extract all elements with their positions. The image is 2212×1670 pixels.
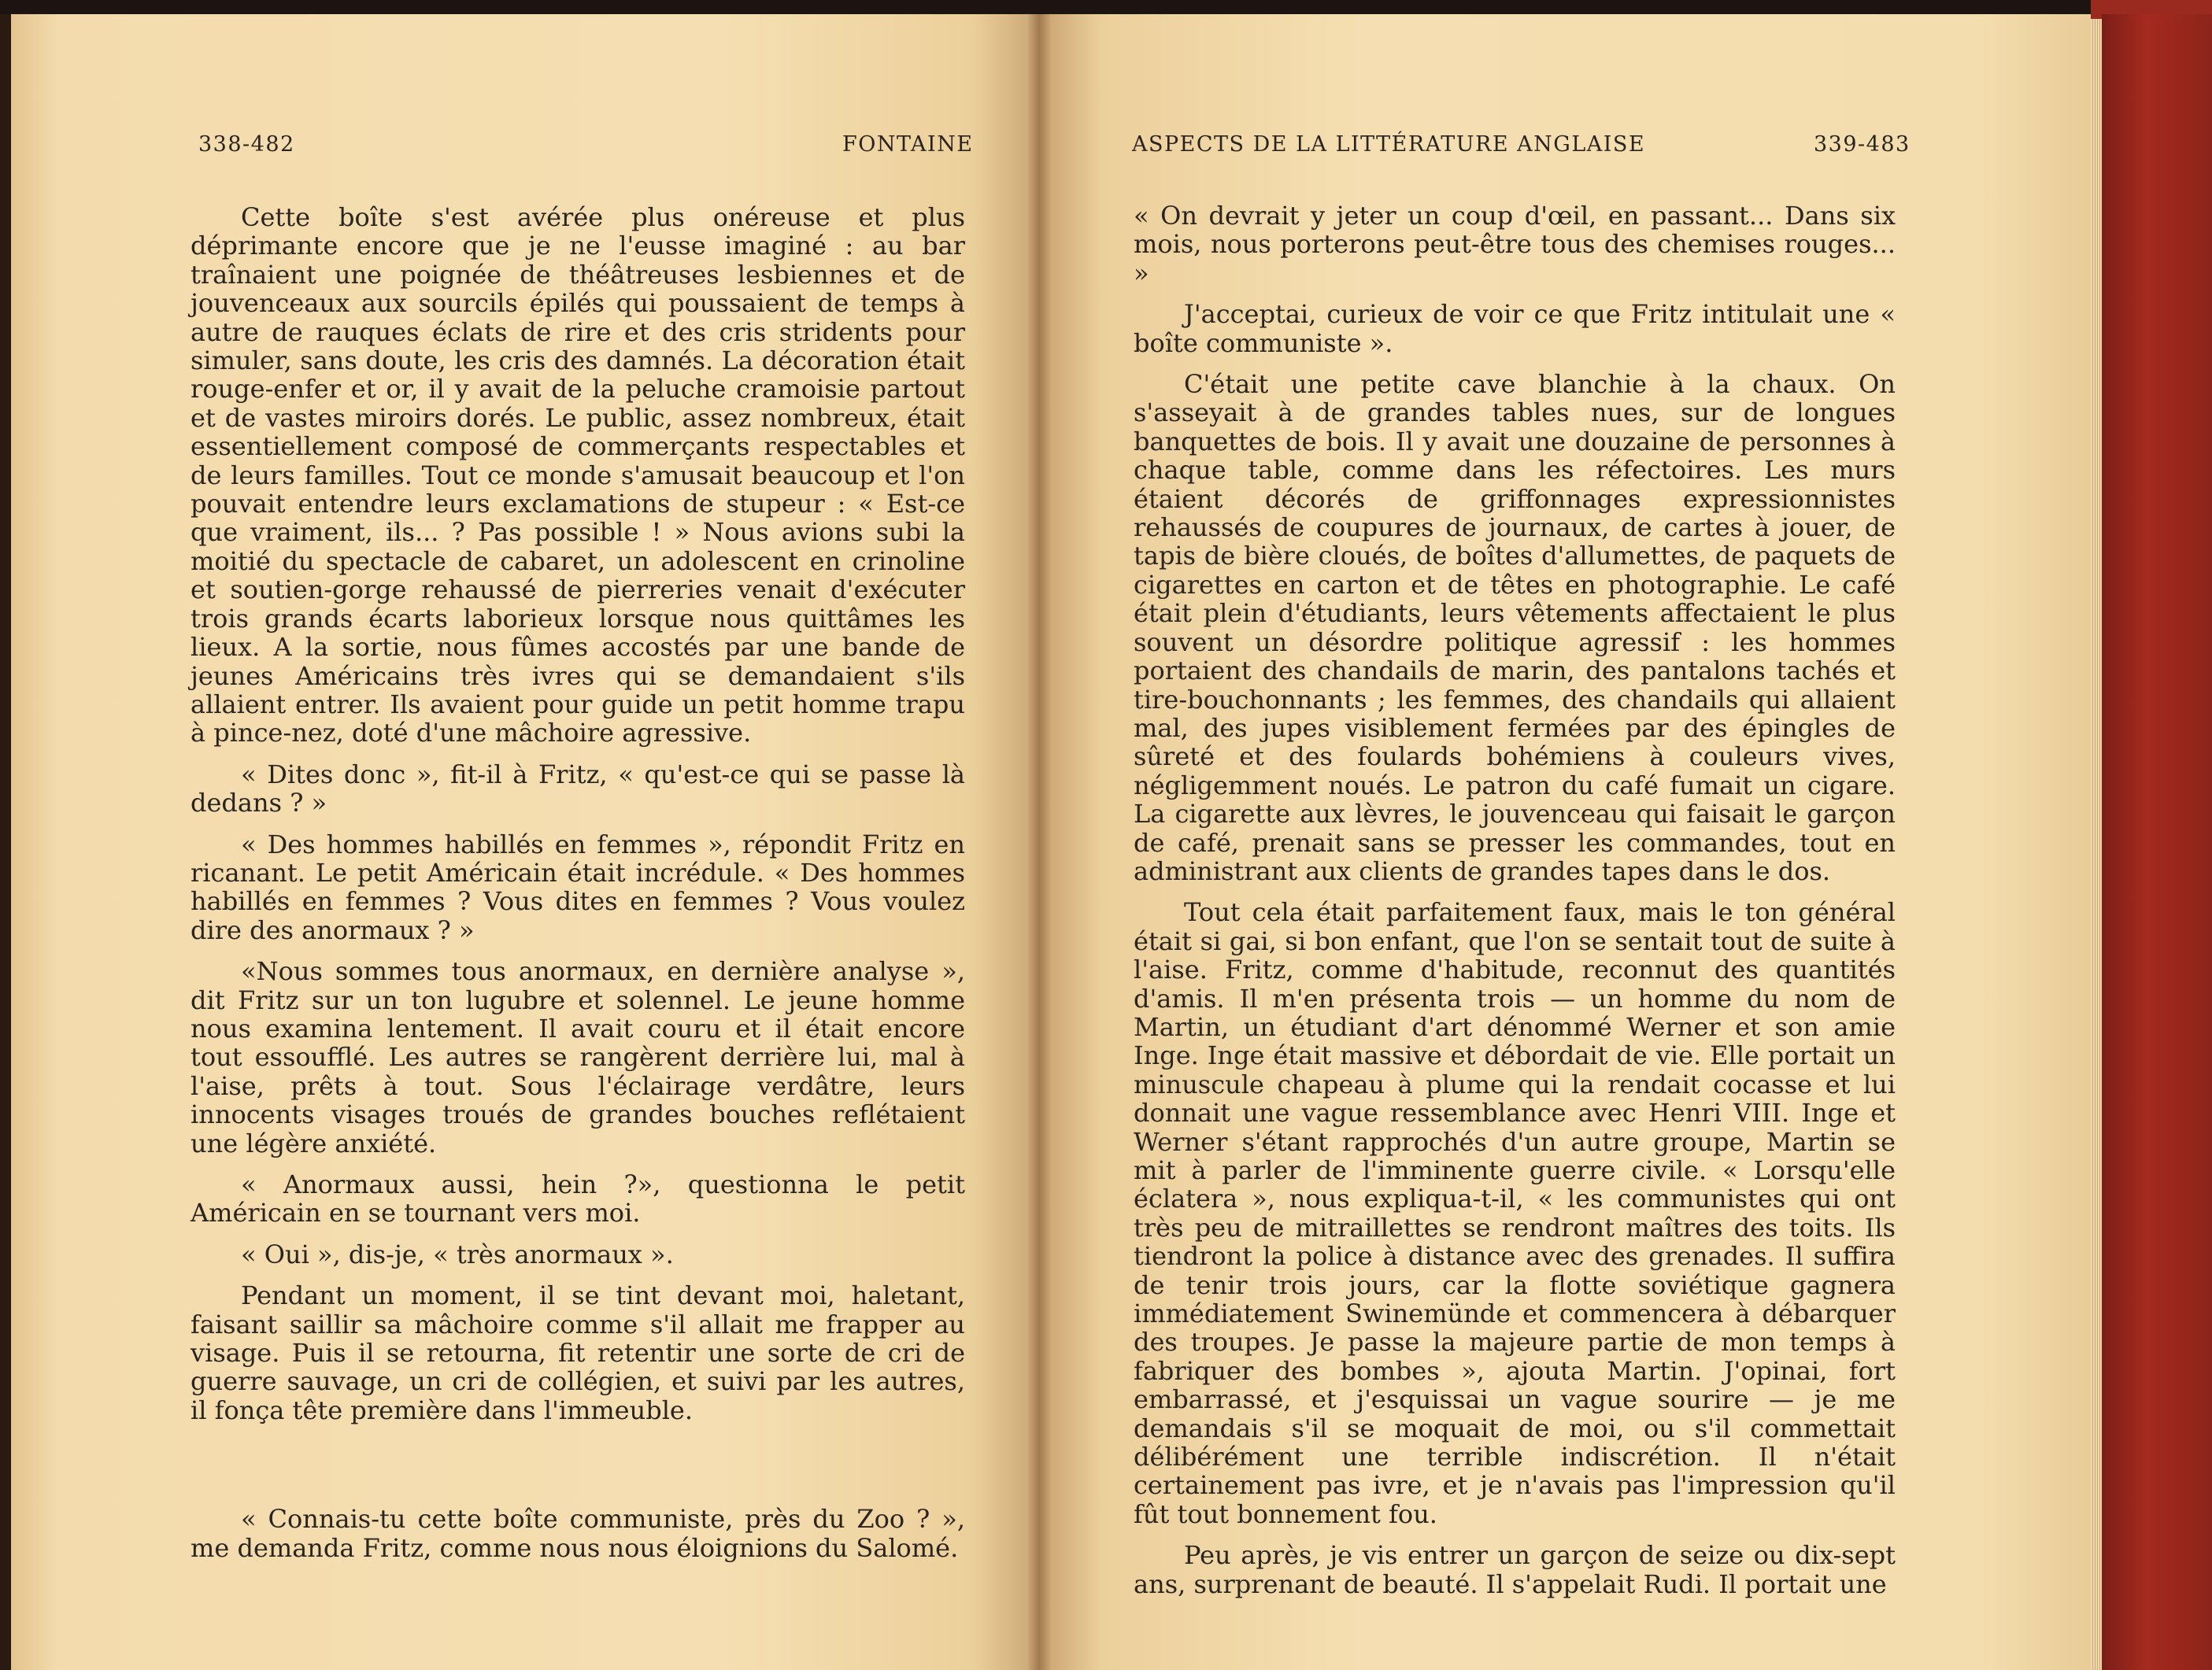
left-paragraph-6: « Oui », dis-je, « très anormaux ». <box>241 1239 674 1269</box>
section-break <box>190 1437 965 1505</box>
left-paragraph-1: Cette boîte s'est avérée plus onéreuse et plus déprimante encore que je ne l'eusse imaginé : au bar traînaient une poignée de théâtreuses lesbiennes et de jouvenceaux aux sourcils épilés qui poussaient de temps à autre de rauques éclats de rire et des cris stridents pour simuler, sans doute, les cris des damnés. La décoration était rouge-enfer et or, il y avait de la peluche cramoisie partout et de vastes miroirs dorés. Le public, assez nombreux, était essentiellement composé de commerçants respectables et de leurs familles. Tout ce monde s'amusait beaucoup et l'on pouvait entendre leurs exclamations de stupeur : « Est-ce que vraiment, ils... ? Pas possible ! » Nous avions subi la moitié du spectacle de cabaret, un adolescent en crinoline et soutien-gorge rehaussé de pierreries venait d'exécuter trois grands écarts laborieux lorsque nous quittâmes les lieux. A la sortie, nous fûmes accostés par une bande de jeunes Américains très ivres qui se demandaient s'ils allaient entrer. Ils avaient pour guide un petit homme trapu à pince-nez, doté d'une mâchoire agressive. <box>190 202 965 748</box>
left-folio: 338-482 <box>198 132 295 157</box>
right-paragraph-4: Peu après, je vis entrer un garçon de seize ou dix-sept ans, surprenant de beauté. Il s'appelait Rudi. Il portait une <box>1134 1540 1896 1599</box>
right-folio: 339-483 <box>1814 132 1911 157</box>
left-paragraph-7: Pendant un moment, il se tint devant moi, haletant, faisant saillir sa mâchoire comme s'il allait me frapper au visage. Puis il se retourna, fit retentir une sorte de cri de guerre sauvage, un cri de collégien, et suivi par les autres, il fonça tête première dans l'immeuble. <box>190 1280 965 1425</box>
left-page <box>11 14 1039 1670</box>
book-cover <box>2102 14 2212 1670</box>
book-gutter <box>1028 14 1050 1670</box>
right-continuation: « On devrait y jeter un coup d'œil, en passant... Dans six mois, nous porterons peut-être tous des chemises rouges... » <box>1134 201 1896 288</box>
left-paragraph-4: «Nous sommes tous anormaux, en dernière analyse », dit Fritz sur un ton lugubre et solennel. Le jeune homme nous examina lentement. Il avait couru et il était encore tout essoufflé. Les autres se rangèrent derrière lui, mal à l'aise, prêts à tout. Sous l'éclairage verdâtre, leurs innocents visages troués de grandes bouches reflétaient une légère anxiété. <box>190 956 965 1158</box>
right-paragraph-2: C'était une petite cave blanchie à la chaux. On s'asseyait à de grandes tables nues, sur de longues banquettes de bois. Il y avait une douzaine de personnes à chaque table, comme dans les réfectoires. Les murs étaient décorés de griffonnages expressionnistes rehaussés de coupures de journaux, de cartes à jouer, de tapis de bière cloués, de boîtes d'allumettes, de paquets de cigarettes en carton et de têtes en photographie. Le café était plein d'étudiants, leurs vêtements affectaient le plus souvent un désordre politique agressif : les hommes portaient des chandails de marin, des pantalons tachés et tire-bouchonnants ; les femmes, des chandails qui allaient mal, des jupes visiblement fermées par des épingles de sûreté et des foulards bohémiens à couleurs vives, négligemment noués. Le patron du café fumait un cigare. La cigarette aux lèvres, le jouvenceau qui faisait le garçon de café, prenait sans se presser les commandes, tout en administrant aux clients de grandes tapes dans le dos. <box>1134 369 1896 886</box>
left-edge-shadow <box>0 14 11 1670</box>
right-paragraph-1: J'acceptai, curieux de voir ce que Fritz intitulait une « boîte communiste ». <box>1134 299 1896 358</box>
right-page <box>1039 14 2091 1670</box>
top-shadow <box>0 0 2212 14</box>
left-paragraph-3: « Des hommes habillés en femmes », répondit Fritz en ricanant. Le petit Américain était incrédule. « Des hommes habillés en femmes ? Vous dites en femmes ? Vous voulez dire des anormaux ? » <box>190 829 965 945</box>
left-paragraph-5: « Anormaux aussi, hein ?», questionna le petit Américain en se tournant vers moi. <box>190 1169 965 1228</box>
left-paragraph-2: « Dites donc », fit-il à Fritz, « qu'est-ce qui se passe là dedans ? » <box>190 759 965 818</box>
right-running-head: ASPECTS DE LA LITTÉRATURE ANGLAISE <box>1132 132 1646 157</box>
left-body <box>190 203 965 1575</box>
left-paragraph-after-break: « Connais-tu cette boîte communiste, près du Zoo ? », me demanda Fritz, comme nous nous éloignions du Salomé. <box>190 1504 965 1563</box>
right-paragraph-3: Tout cela était parfaitement faux, mais le ton général était si gai, si bon enfant, que l'on se sentait tout de suite à l'aise. Fritz, comme d'habitude, reconnut des quantités d'amis. Il m'en présenta trois — un homme du nom de Martin, un étudiant d'art dénommé Werner et son amie Inge. Inge était massive et débordait de vie. Elle portait un minuscule chapeau à plume qui la rendait cocasse et lui donnait une vague ressemblance avec Henri VIII. Inge et Werner s'étant rapprochés d'un autre groupe, Martin se mit à parler de l'imminente guerre civile. « Lorsqu'elle éclatera », nous expliqua-t-il, « les communistes qui ont très peu de mitraillettes se rendront maîtres des toits. Ils tiendront la police à distance avec des grenades. Il suffira de tenir trois jours, car la flotte soviétique gagnera immédiatement Swinemünde et commencera à débarquer des troupes. Je passe la majeure partie de mon temps à fabriquer des bombes », ajouta Martin. J'opinai, fort embarrassé, et j'esquissai un vague sourire — je me demandais s'il se moquait de moi, ou s'il commettait délibérément une terrible indiscrétion. Il n'était certainement pas ivre, et je n'avais pas l'impression qu'il fût tout bonnement fou. <box>1134 897 1896 1529</box>
page-edges <box>2091 14 2102 1670</box>
left-running-head: FONTAINE <box>842 132 974 157</box>
right-body <box>1134 201 1896 1611</box>
